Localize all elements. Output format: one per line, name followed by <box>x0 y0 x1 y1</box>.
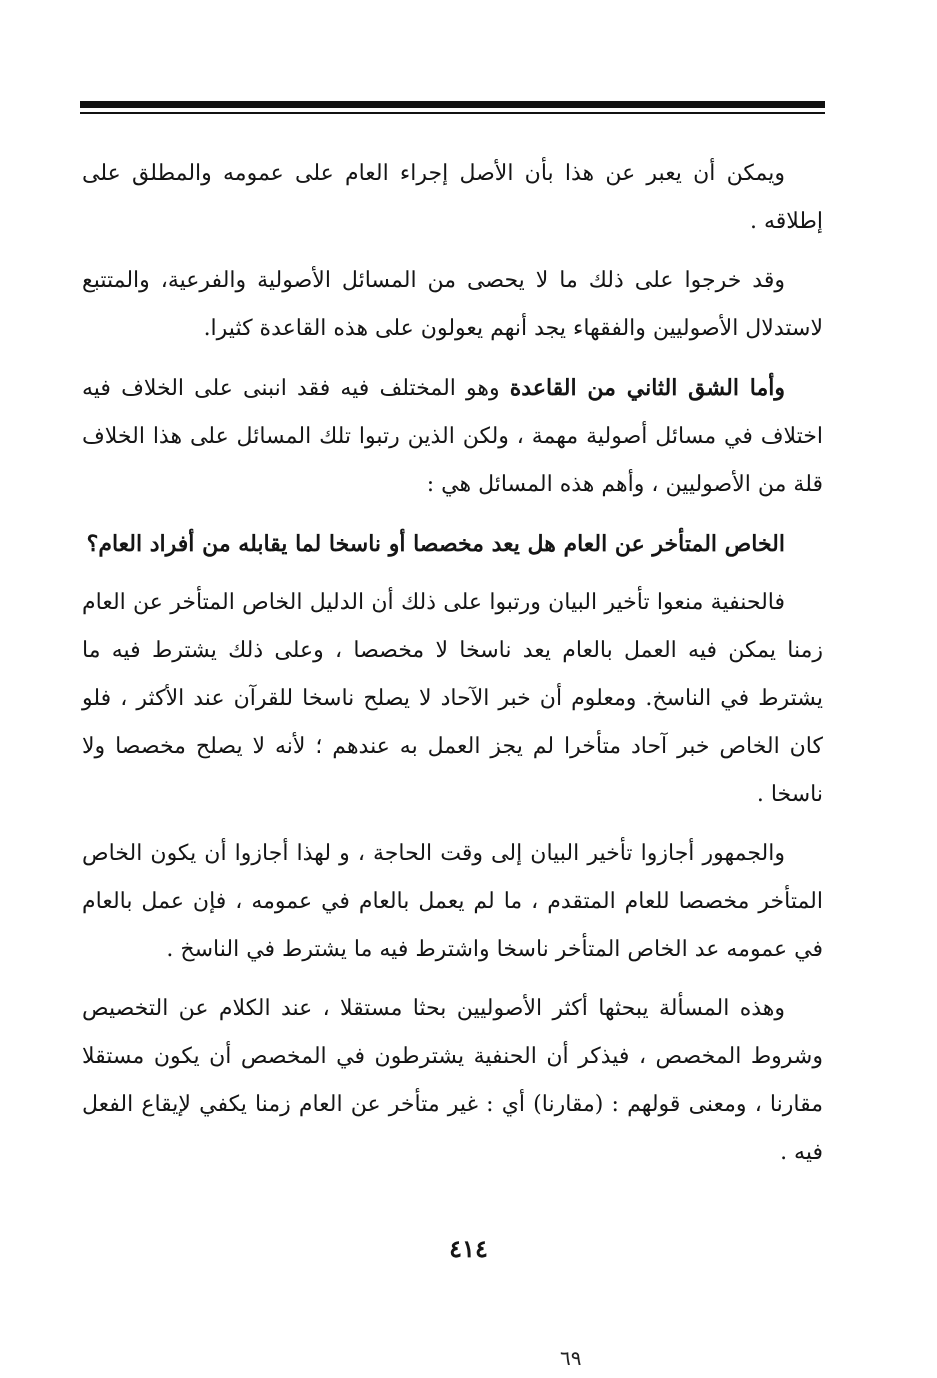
paragraph-6: والجمهور أجازوا تأخير البيان إلى وقت الحاجة ، و لهذا أجازوا أن يكون الخاص المتأخر مخصصا للعام المتقدم ، ما لم يعمل بالعام في عمومه ، فإن عمل بالعام في عمومه عد الخاص المتأخر ناسخا واشترط فيه ما يشترط في الناسخ . <box>82 841 823 962</box>
paragraph-7: وهذه المسألة يبحثها أكثر الأصوليين بحثا مستقلا ، عند الكلام عن التخصيص وشروط المخصص ، فيذكر أن الحنفية يشترطون في المخصص أن يكون مستقلا مقارنا ، ومعنى قولهم : (مقارنا) أي : غير متأخر عن العام زمنا يكفي لإيقاع الفعل فيه . <box>82 996 823 1165</box>
paragraph-1: ويمكن أن يعبر عن هذا بأن الأصل إجراء العام على عمومه والمطلق على إطلاقه . <box>82 161 823 234</box>
page-body <box>82 150 823 1188</box>
page-number: ٤١٤ <box>449 1234 488 1263</box>
paragraph-5: فالحنفية منعوا تأخير البيان ورتبوا على ذلك أن الدليل الخاص المتأخر عن العام زمنا يمكن فيه العمل بالعام يعد ناسخا لا مخصصا ، وعلى ذلك يشترط فيه ما يشترط في الناسخ. ومعلوم أن خبر الآحاد لا يصلح ناسخا للقرآن عند الأكثر ، فلو كان الخاص خبر آحاد متأخرا لم يجز العمل به عندهم ؛ لأنه لا يصلح مخصصا ولا ناسخا . <box>82 590 823 807</box>
paragraph-2: وقد خرجوا على ذلك ما لا يحصى من المسائل الأصولية والفرعية، والمتتبع لاستدلال الأصوليين والفقهاء يجد أنهم يعولون على هذه القاعدة كثيرا. <box>82 268 823 341</box>
paragraph-3 <box>82 364 823 509</box>
section-question-heading: الخاص المتأخر عن العام هل يعد مخصصا أو ناسخا لما يقابله من أفراد العام؟ <box>86 531 785 557</box>
header-rule-thin <box>80 112 825 114</box>
folio-mark: ٦٩ <box>560 1346 582 1370</box>
paragraph-3-lead: وأما الشق الثاني من القاعدة <box>509 375 785 401</box>
paragraph-3-rest: وهو المختلف فيه فقد انبنى على الخلاف فيه اختلاف في مسائل أصولية مهمة ، ولكن الذين رتبوا تلك المسائل على هذا الخلاف قلة من الأصوليين ، وأهم هذه المسائل هي : <box>82 376 823 497</box>
header-rule-thick <box>80 101 825 108</box>
